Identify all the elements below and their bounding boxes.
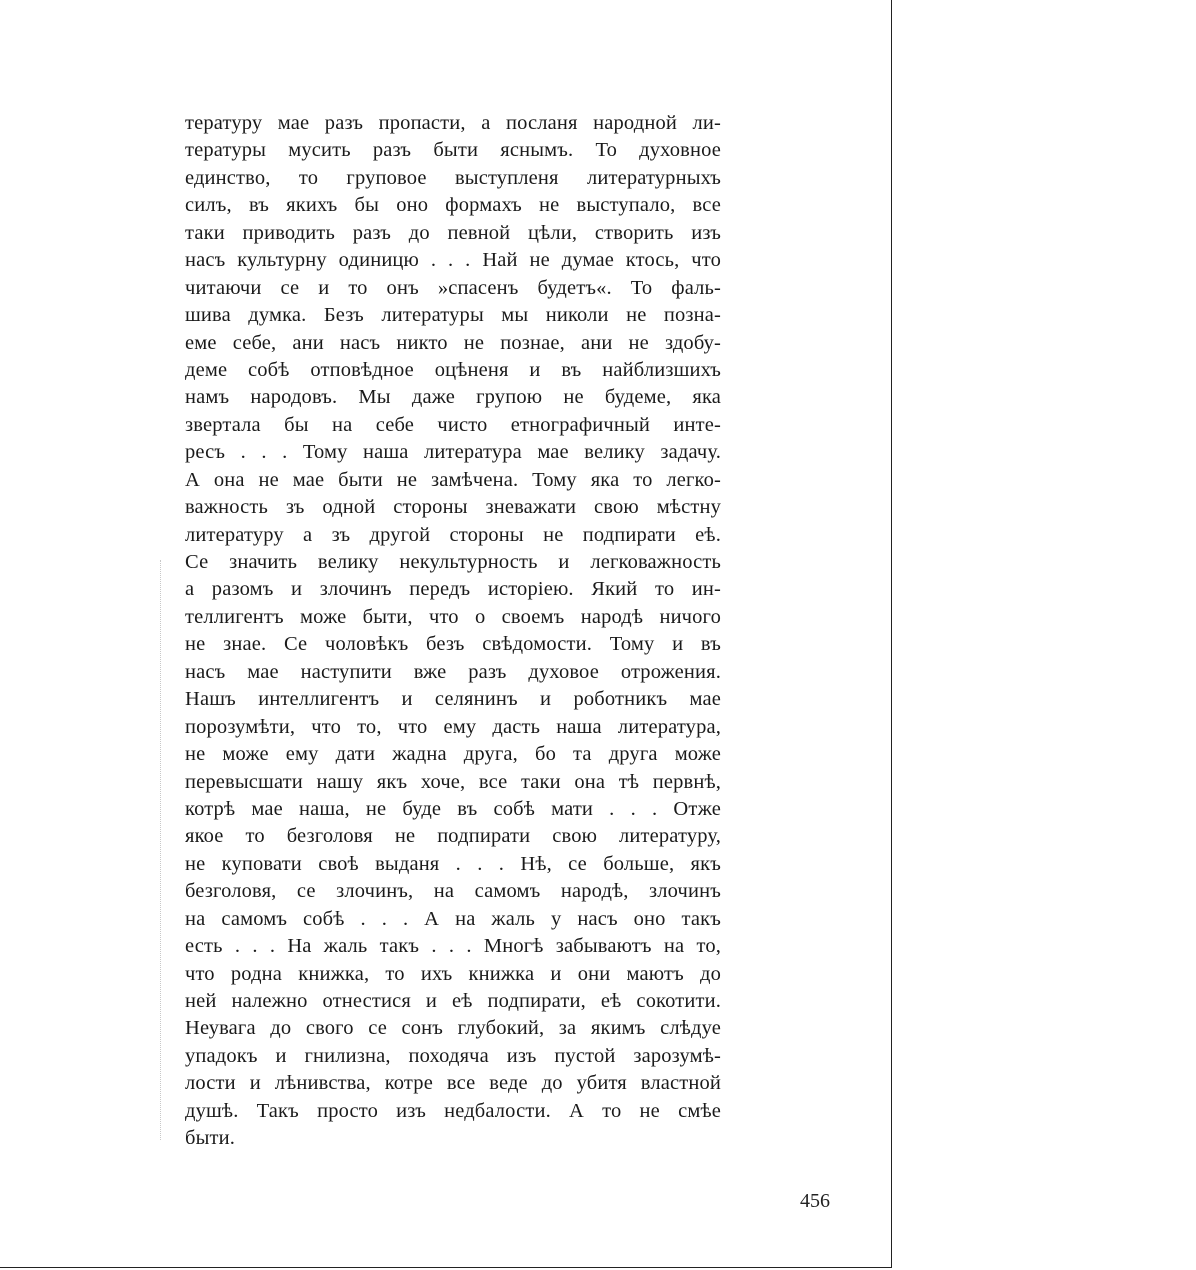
text-line-25: перевысшати нашу якъ хоче, все таки она тѣ первнѣ, [185,770,721,793]
text-line-30: на самомъ собѣ . . . А на жаль у насъ оно такъ [185,907,721,930]
text-line-15: важность зъ одной стороны зневажати свою мѣстну [185,496,721,519]
text-line-37: душѣ. Такъ просто изъ недбалости. А то не смѣе [185,1099,721,1122]
body-text [185,110,721,1153]
text-line-34: Неувага до свого се сонъ глубокий, за якимъ слѣдуе [185,1017,721,1040]
text-line-10: деме собѣ отповѣдное оцѣненя и въ найблизшихъ [185,358,721,381]
text-line-18: а разомъ и злочинъ передъ исторіею. Який то ин- [185,578,721,601]
text-line-14: А она не мае быти не замѣчена. Тому яка то легко- [185,468,721,491]
text-line-8: шива думка. Безъ литературы мы николи не позна- [185,304,721,327]
scan-margin-artifact [160,560,161,1140]
text-line-26: котрѣ мае наша, не буде въ собѣ мати . . . Отже [185,797,721,820]
text-line-5: таки приводить разъ до певной цѣли, створить изъ [185,221,721,244]
text-line-31: есть . . . На жаль такъ . . . Многѣ забываютъ на то, [185,935,721,958]
text-line-32: что родна книжка, то ихъ книжка и они маютъ до [185,962,721,985]
page-number: 456 [800,1190,830,1212]
text-line-11: намъ народовъ. Мы даже групою не будеме, яка [185,386,721,409]
text-line-19: теллигентъ може быти, что о своемъ народѣ ничого [185,605,721,628]
text-line-1: тературу мае разъ пропасти, а посланя народной ли- [185,112,721,134]
text-line-27: якое то безголовя не подпирати свою литературу, [185,825,721,848]
text-line-3: единство, то груповое выступленя литературныхъ [185,166,721,189]
text-line-22: Нашъ интеллигентъ и селянинъ и роботникъ мае [185,688,721,711]
text-line-2: тературы мусить разъ быти яснымъ. То духовное [185,139,721,162]
text-line-9: еме себе, ани насъ никто не познае, ани не здобу- [185,331,721,354]
text-line-33: ней належно отнестися и еѣ подпирати, еѣ сокотити. [185,990,721,1012]
text-line-21: насъ мае наступити вже разъ духовое отрожения. [185,660,721,683]
text-line-7: читаючи се и то онъ »спасенъ будетъ«. То фаль- [185,276,721,299]
text-line-29: безголовя, се злочинъ, на самомъ народѣ, злочинъ [185,880,721,903]
text-line-38: быти. [185,1127,236,1150]
text-line-16: литературу а зъ другой стороны не подпирати еѣ. [185,523,721,546]
text-line-35: упадокъ и гнилизна, походяча изъ пустой зарозумѣ- [185,1044,721,1067]
text-line-24: не може ему дати жадна друга, бо та друга може [185,743,721,766]
text-line-20: не знае. Се чоловѣкъ безъ свѣдомости. Тому и въ [185,633,721,656]
text-line-36: лости и лѣнивства, котре все веде до убитя властной [185,1072,721,1095]
text-line-4: силъ, въ якихъ бы оно формахъ не выступало, все [185,194,721,217]
text-line-12: звертала бы на себе чисто етнографичный инте- [185,413,721,436]
text-line-28: не куповати своѣ выданя . . . Нѣ, се больше, якъ [185,852,721,875]
text-line-13: ресъ . . . Тому наша литература мае велику задачу. [185,441,721,464]
text-line-17: Се значить велику некультурность и легковажность [185,551,721,573]
text-line-23: порозумѣти, что то, что ему дасть наша литература, [185,715,721,738]
text-line-6: насъ культурну одиницю . . . Най не думае ктось, что [185,249,721,272]
